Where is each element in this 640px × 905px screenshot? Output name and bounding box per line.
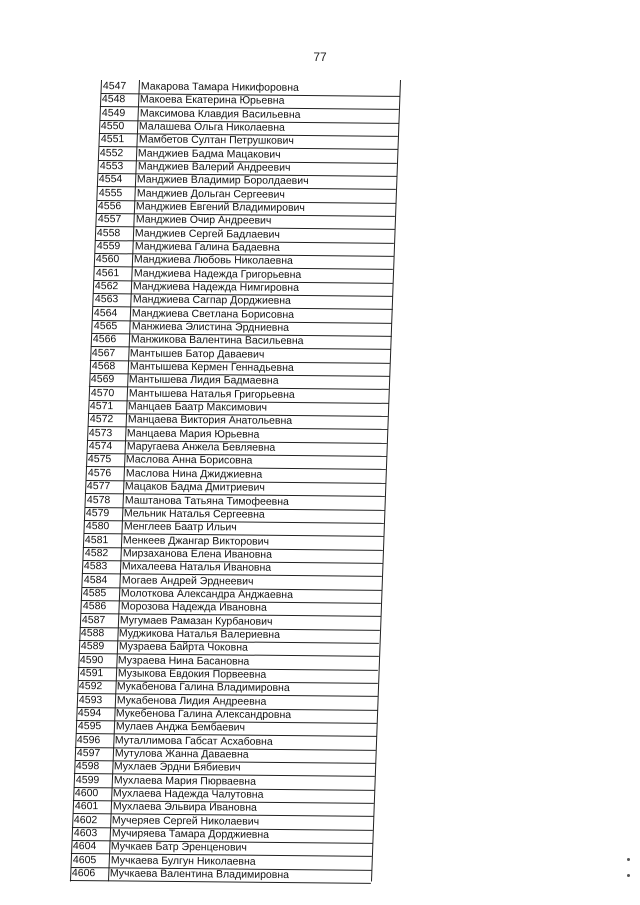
row-number: 4567 [92, 346, 116, 360]
row-number: 4601 [74, 800, 98, 813]
row-number: 4597 [76, 746, 101, 760]
person-name: Муджикова Наталья Валериевна [119, 627, 281, 641]
row-number: 4578 [86, 493, 111, 506]
row-number: 4579 [86, 506, 110, 520]
person-name: Манжиева Элистина Эрдниевна [131, 320, 289, 334]
row-number: 4587 [81, 613, 106, 626]
person-name: Мухлаева Эльвира Ивановна [112, 800, 257, 815]
person-name: Мучиряева Тамара Дорджиевна [111, 827, 269, 841]
row-number: 4557 [97, 213, 122, 226]
person-name: Мантышева Кермен Геннадьевна [129, 360, 294, 375]
person-name: Манджиева Сагпар Дорджиевна [132, 293, 291, 308]
row-number: 4558 [97, 226, 121, 239]
person-name: Мукабенова Галина Владимировна [117, 680, 291, 695]
row-number: 4577 [87, 480, 111, 493]
person-name: Манджиев Сергей Бадлаевич [135, 227, 281, 241]
person-name: Манджиев Евгений Владимирович [136, 200, 306, 215]
person-name: Мугумаев Рамазан Курбанович [119, 613, 273, 628]
row-number: 4548 [102, 93, 126, 106]
row-number: 4562 [94, 280, 119, 293]
row-number: 4586 [82, 600, 106, 613]
person-name: Мамбетов Султан Петрушкович [138, 133, 294, 148]
row-number: 4594 [78, 706, 102, 720]
person-name: Мучкаев Батр Эренценович [110, 840, 248, 855]
person-name: Максимова Клавдия Васильевна [139, 107, 301, 121]
row-number: 4559 [96, 240, 121, 253]
row-number: 4563 [94, 293, 118, 306]
row-number: 4599 [75, 773, 100, 786]
person-name: Музраева Нина Басановна [118, 653, 250, 668]
person-name: Муталлимова Габсат Асхабовна [115, 733, 274, 748]
person-name: Мухлаева Мария Пюрваевна [113, 774, 256, 788]
person-name: Манджиев Очир Андреевич [135, 213, 272, 228]
person-name: Михалеева Наталья Ивановна [121, 560, 272, 575]
person-name: Мучкаева Булгун Николаевна [110, 854, 256, 868]
person-name: Музраева Байрта Чоковна [118, 640, 248, 654]
person-name: Мирзаханова Елена Ивановна [122, 547, 272, 561]
row-number: 4576 [87, 466, 112, 480]
row-number: 4593 [78, 693, 103, 706]
person-name: Морозова Надежда Ивановна [120, 600, 267, 615]
person-name: Мантышев Батор Даваевич [130, 347, 265, 361]
person-name: Могаев Андрей Эрднеевич [121, 573, 254, 588]
row-number: 4590 [80, 653, 104, 666]
row-number: 4581 [85, 533, 109, 546]
table-row [70, 867, 371, 884]
person-name: Манцаева Виктория Анатольевна [127, 413, 293, 428]
row-number: 4603 [73, 826, 97, 840]
row-number: 4572 [89, 413, 114, 426]
person-name: Мухлаев Эрдни Бябиевич [114, 760, 241, 774]
person-name: Манджиева Галина Бадаевна [134, 240, 280, 254]
person-name: Манджиева Надежда Григорьевна [133, 267, 301, 281]
person-name: Манджиев Бадма Мацакович [138, 147, 282, 161]
row-number: 4605 [72, 853, 96, 866]
row-number: 4604 [72, 840, 97, 853]
person-name: Маштанова Татьяна Тимофеевна [124, 493, 289, 508]
row-number: 4561 [95, 266, 119, 279]
row-number: 4584 [83, 573, 107, 586]
person-name: Менглеев Баатр Ильич [123, 520, 237, 534]
person-name: Макарова Тамара Никифоровна [140, 80, 299, 94]
row-number: 4595 [77, 720, 102, 733]
row-number: 4550 [101, 120, 125, 133]
person-name: Макоева Екатерина Юрьевна [140, 93, 285, 108]
row-number: 4551 [100, 133, 125, 146]
person-name: Манцаева Мария Юрьевна [127, 427, 260, 441]
person-name: Мельник Наталья Сергеевна [124, 507, 265, 521]
row-number: 4556 [98, 200, 122, 213]
row-number: 4575 [88, 453, 112, 466]
row-number: 4555 [98, 186, 123, 199]
row-number: 4570 [90, 386, 115, 400]
row-number: 4568 [91, 360, 116, 373]
row-number: 4547 [102, 80, 127, 93]
person-name: Манжикова Валентина Васильевна [130, 333, 304, 348]
person-name: Малашева Ольга Николаевна [139, 120, 286, 134]
person-name: Мучкаева Валентина Владимировна [109, 867, 290, 882]
row-number: 4580 [85, 520, 110, 533]
row-number: 4582 [84, 546, 108, 560]
page-number: 77 [313, 50, 327, 64]
row-number: 4591 [79, 666, 104, 680]
margin-mark [627, 874, 630, 877]
person-name: Манджиев Валерий Андреевич [137, 160, 291, 174]
person-name: Мухлаева Надежда Чалутовна [113, 787, 264, 801]
margin-mark [627, 858, 630, 861]
row-number: 4569 [91, 373, 115, 386]
row-number: 4560 [96, 253, 120, 266]
person-name: Манджиев Дольган Сергеевич [136, 187, 285, 201]
person-name: Манджиев Владимир Боролдаевич [137, 173, 309, 188]
row-number: 4566 [92, 333, 117, 346]
person-name: Манджиева Надежда Нимгировна [132, 280, 300, 295]
person-name: Мукебенова Галина Александровна [116, 707, 292, 721]
row-number: 4585 [82, 586, 107, 600]
row-number: 4549 [101, 106, 126, 119]
row-number: 4600 [75, 786, 99, 800]
row-number: 4554 [99, 173, 123, 186]
row-number: 4602 [73, 813, 98, 826]
row-number: 4564 [93, 306, 118, 319]
row-number: 4552 [100, 146, 124, 159]
row-number: 4592 [79, 680, 103, 693]
row-number: 4598 [76, 760, 100, 773]
person-name: Мукабенова Лидия Андреевна [116, 693, 267, 708]
row-number: 4583 [83, 560, 108, 573]
person-name: Мулаев Анджа Бембаевич [115, 720, 245, 734]
person-name: Мутулова Жанна Даваевна [114, 747, 249, 761]
person-name: Манцаев Баатр Максимович [128, 400, 268, 414]
row-number: 4574 [88, 440, 113, 453]
row-number: 4596 [77, 733, 101, 746]
row-number: 4573 [89, 426, 113, 440]
row-number: 4606 [71, 867, 96, 880]
person-name: Маругаева Анжела Бевляевна [126, 440, 276, 454]
row-number: 4589 [80, 640, 105, 653]
person-name: Мацаков Бадма Дмитриевич [125, 480, 266, 494]
row-number: 4571 [90, 400, 114, 413]
row-number: 4588 [81, 626, 105, 640]
person-name: Менкеев Джангар Викторович [123, 533, 270, 548]
person-name: Молоткова Александра Анджаевна [120, 587, 294, 601]
person-name: Мучеряев Сергей Николаевич [111, 814, 260, 828]
person-name: Маслова Нина Джиджиевна [125, 467, 263, 481]
person-name: Маслова Анна Борисовна [126, 453, 253, 468]
person-name: Манджиева Светлана Борисовна [131, 307, 295, 321]
row-number: 4553 [99, 160, 124, 173]
person-name: Мантышева Лидия Бадмаевна [129, 373, 280, 388]
person-name: Манджиева Любовь Николаевна [134, 253, 294, 268]
person-name: Мантышева Наталья Григорьевна [128, 387, 295, 401]
person-name: Музыкова Евдокия Порвеевна [117, 667, 267, 681]
row-number: 4565 [93, 320, 117, 333]
